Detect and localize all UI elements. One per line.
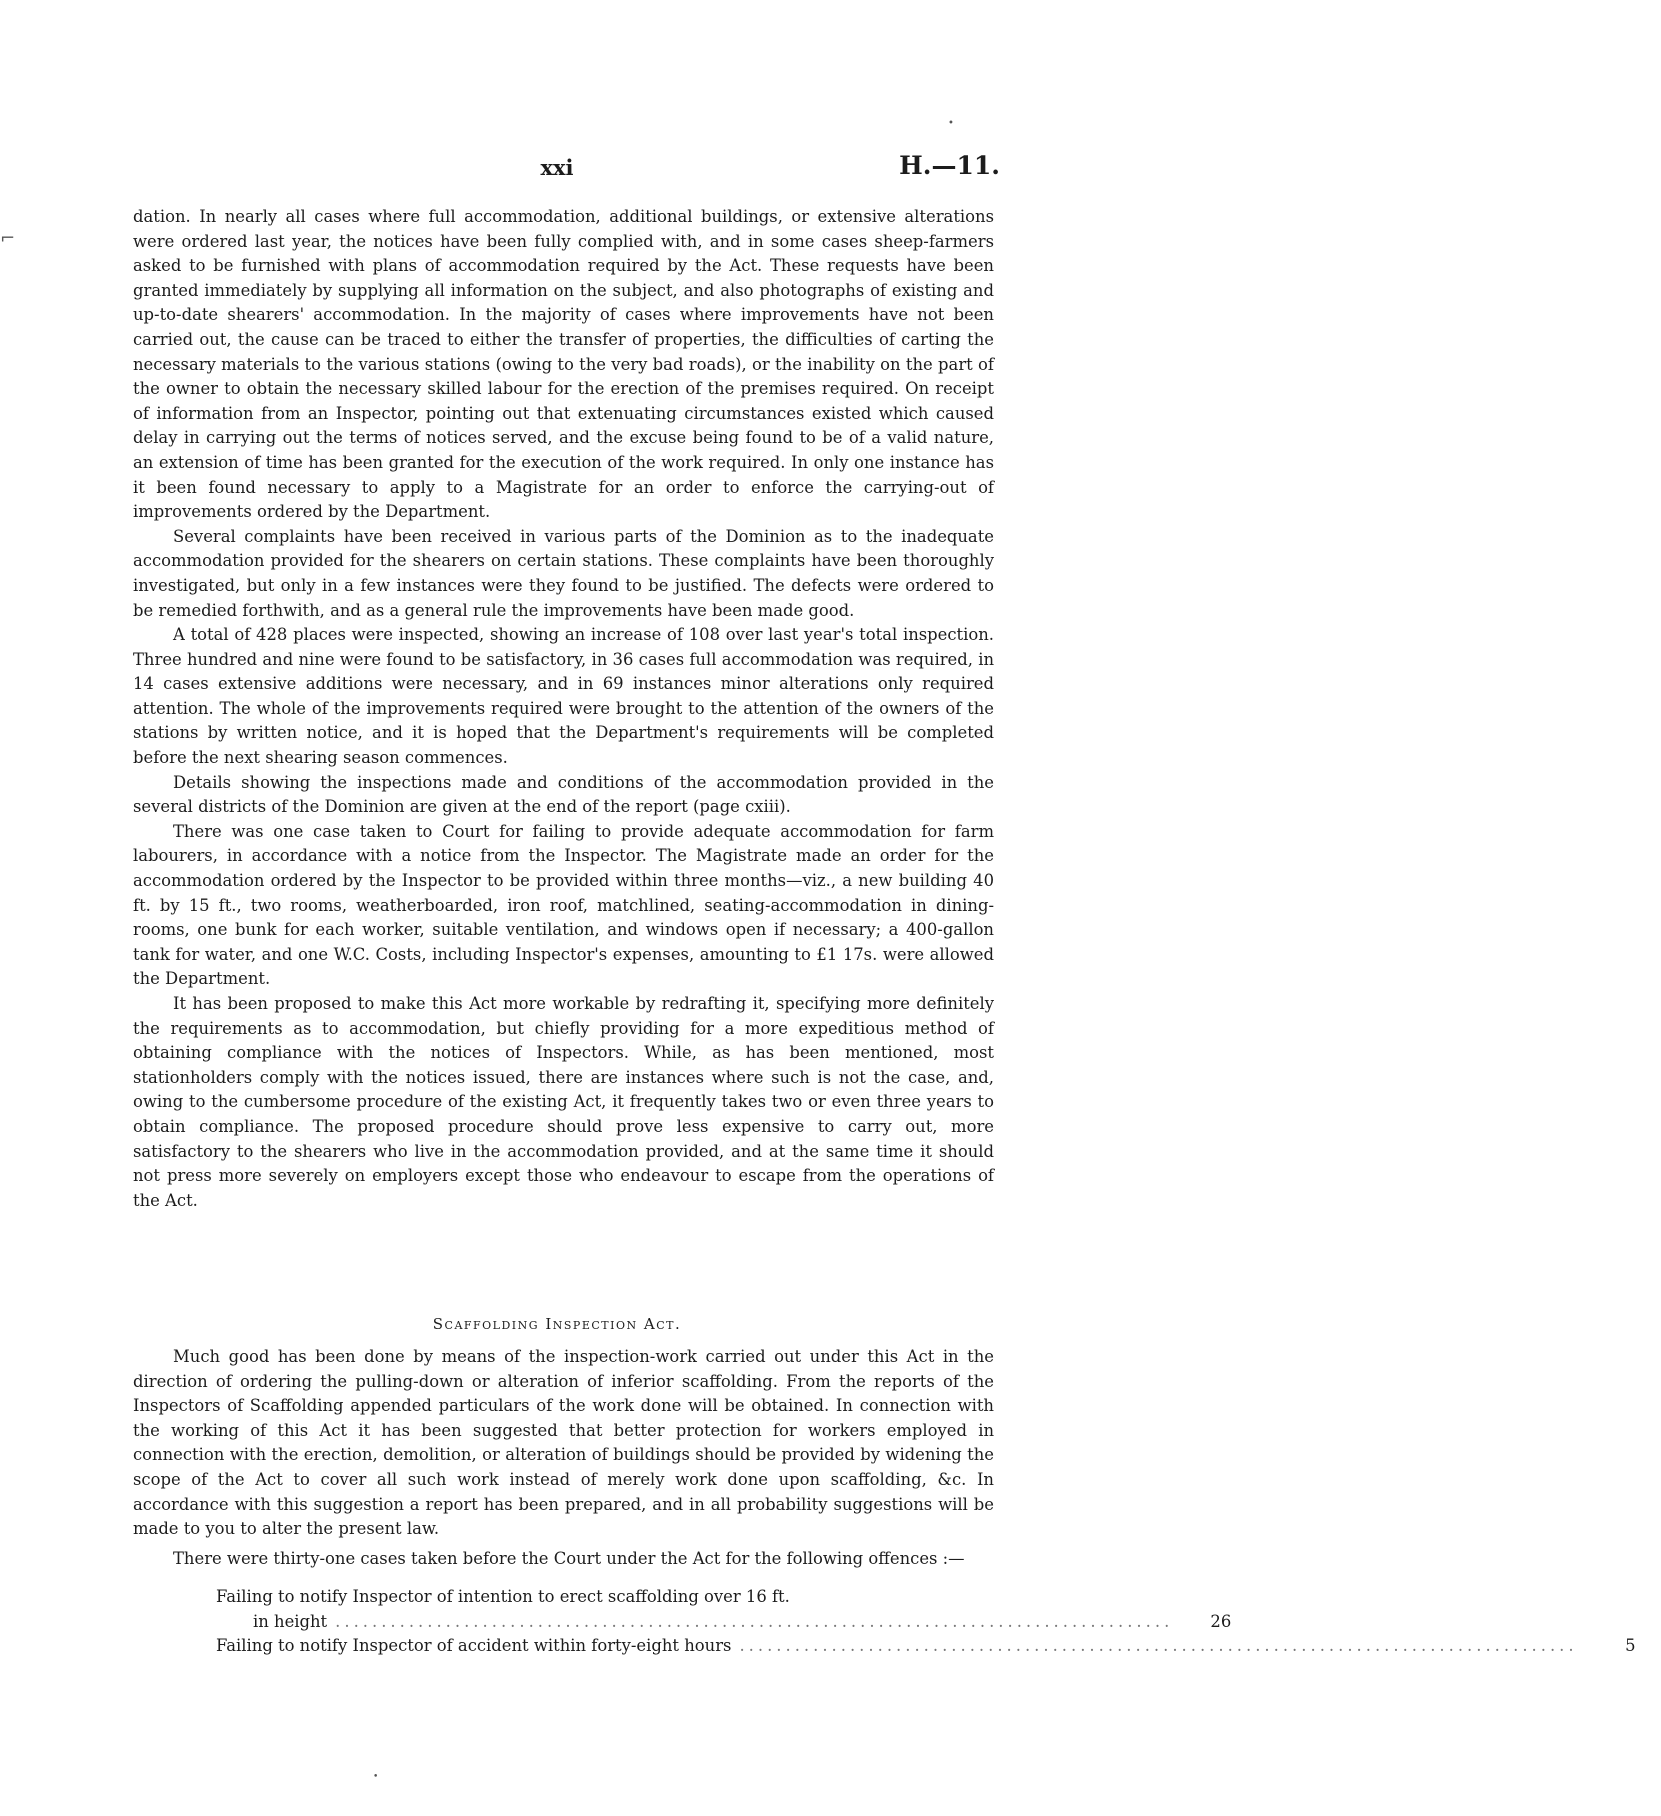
page-number: xxi <box>540 155 574 180</box>
body-text <box>133 205 994 1213</box>
offence-row <box>133 1610 1232 1635</box>
paragraph: There were thirty-one cases taken before the Court under the Act for the following offences :— <box>173 1548 965 1568</box>
offence-row <box>133 1634 1636 1659</box>
speck-mark: • <box>948 118 954 129</box>
paragraph: Details showing the inspections made and conditions of the accommodation provided in the several districts of the Dominion are given at the end of the report (page cxiii). <box>133 772 994 817</box>
paragraph: It has been proposed to make this Act more workable by redrafting it, specifying more definitely the requirements as to accommodation, but chiefly providing for a more expeditious method of obtaining compliance with the notices of Inspectors. While, as has been mentioned, most stationholders comply with the notices issued, there are instances where such is not the case, and, owing to the cumbersome procedure of the existing Act, it frequently takes two or even three years to obtain compliance. The proposed procedure should prove less expensive to carry out, more satisfactory to the shearers who live in the accommodation provided, and at the same time it should not press more severely on employers except those who endeavour to escape from the operations of the Act. <box>133 994 994 1210</box>
paragraph: Several complaints have been received in various parts of the Dominion as to the inadequate accommodation provided for the shearers on certain stations. These complaints have been thoroughly investigated, but only in a few instances were they found to be justified. The defects were ordered to be remedied forthwith, and as a general rule the improvements have been made good. <box>133 526 994 620</box>
offences-list <box>133 1585 1636 1659</box>
section-body <box>133 1345 994 1576</box>
offence-count: 5 <box>1625 1636 1636 1656</box>
offence-description: Failing to notify Inspector of intention to erect scaffolding over 16 ft. <box>216 1587 790 1606</box>
paragraph: dation. In nearly all cases where full accommodation, additional buildings, or extensive alterations were ordered last year, the notices have been fully complied with, and in some cases sheep-farmers asked to be furnished with plans of accommodation required by the Act. These requests have been granted immediately by supplying all information on the subject, and also photographs of existing and up-to-date shearers' accommodation. In the majority of cases where improvements have not been carried out, the cause can be traced to either the transfer of properties, the difficulties of carting the necessary materials to the various stations (owing to the very bad roads), or the inability on the part of the owner to obtain the necessary skilled labour for the erection of the premises required. On receipt of information from an Inspector, pointing out that extenuating circumstances existed which caused delay in carrying out the terms of notices served, and the excuse being found to be of a valid nature, an extension of time has been granted for the execution of the work required. In only one instance has it been found necessary to apply to a Magistrate for an order to enforce the carrying-out of improvements ordered by the Department. <box>133 207 994 522</box>
offence-description-cont: in height <box>253 1611 328 1631</box>
paragraph: A total of 428 places were inspected, showing an increase of 108 over last year's total inspection. Three hundred and nine were found to be satisfactory, in 36 cases full accommodation was required, in 14 cases extensive additions were necessary, and in 69 instances minor alterations only required attention. The whole of the improvements required were brought to the attention of the owners of the stations by written notice, and it is hoped that the Department's requirements will be completed before the next shearing season commences. <box>133 625 994 768</box>
leader-dots: ........................................................................................... <box>335 1611 1174 1631</box>
offence-row <box>133 1585 994 1610</box>
offence-count: 26 <box>1210 1611 1232 1631</box>
paragraph: There was one case taken to Court for failing to provide adequate accommodation for farm labourers, in accordance with a notice from the Inspector. The Magistrate made an order for the accommodation ordered by the Inspector to be provided within three months—viz., a new building 40 ft. by 15 ft., two rooms, weatherboarded, iron roof, matchlined, seating-accommodation in dining-rooms, one bunk for each worker, suitable ventilation, and windows open if necessary; a 400-gallon tank for water, and one W.C. Costs, including Inspector's expenses, amounting to £1 17s. were allowed the Department. <box>133 821 994 989</box>
page-reference: H.—11. <box>899 151 1000 180</box>
margin-mark: ⌐ <box>0 228 16 249</box>
paragraph: Much good has been done by means of the inspection-work carried out under this Act in the direction of ordering the pulling-down or alteration of inferior scaffolding. From the reports of the Inspectors of Scaffolding appended particulars of the work done will be obtained. In connection with the working of this Act it has been suggested that better protection for workers employed in connection with the erection, demolition, or alteration of buildings should be provided by widening the scope of the Act to cover all such work instead of merely work done upon scaffolding, &c. In accordance with this suggestion a report has been prepared, and in all probability suggestions will be made to you to alter the present law. <box>133 1347 994 1539</box>
speck-mark: • <box>373 1772 379 1782</box>
leader-dots: ........................................................................................... <box>739 1636 1578 1656</box>
offence-description: Failing to notify Inspector of accident within forty-eight hours <box>216 1636 732 1656</box>
section-title: Scaffolding Inspection Act. <box>432 1315 682 1333</box>
